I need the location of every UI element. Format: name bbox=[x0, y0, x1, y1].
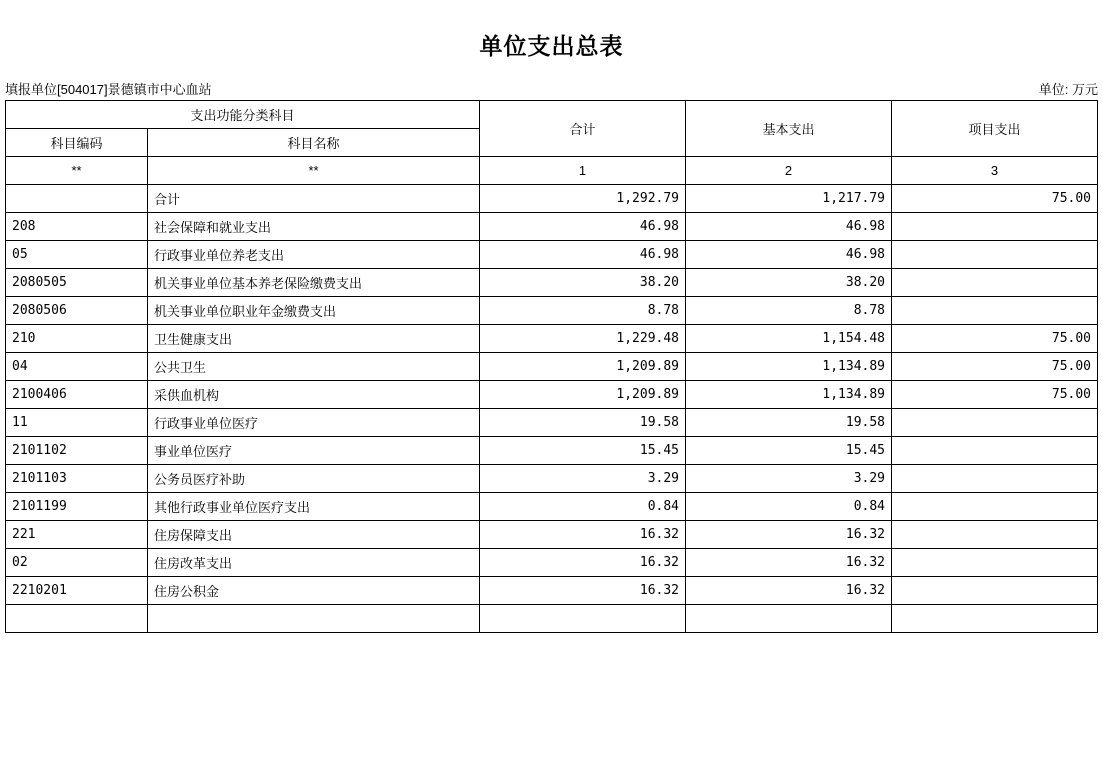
table-row bbox=[6, 353, 1098, 381]
table-row bbox=[6, 493, 1098, 521]
cell-subject-name: 住房公积金 bbox=[148, 577, 480, 605]
cell-total: 16.32 bbox=[480, 549, 686, 577]
cell-basic: 16.32 bbox=[686, 549, 892, 577]
cell-subject-name: 住房改革支出 bbox=[148, 549, 480, 577]
cell-total: 3.29 bbox=[480, 465, 686, 493]
cell-project bbox=[892, 297, 1098, 325]
document-page bbox=[0, 28, 1103, 774]
header-total: 合计 bbox=[480, 101, 686, 157]
cell-basic: 0.84 bbox=[686, 493, 892, 521]
table-row bbox=[6, 521, 1098, 549]
cell-subject-code: 2080506 bbox=[6, 297, 148, 325]
cell-project: 75.00 bbox=[892, 353, 1098, 381]
cell-total bbox=[480, 605, 686, 633]
cell-subject-code: 2080505 bbox=[6, 269, 148, 297]
meta-row bbox=[0, 79, 1103, 100]
table-header-row-1 bbox=[6, 101, 1098, 129]
table-row bbox=[6, 465, 1098, 493]
cell-subject-name: 行政事业单位养老支出 bbox=[148, 241, 480, 269]
cell-basic: 38.20 bbox=[686, 269, 892, 297]
cell-subject-code: 04 bbox=[6, 353, 148, 381]
cell-subject-code: 02 bbox=[6, 549, 148, 577]
cell-subject-name: 行政事业单位医疗 bbox=[148, 409, 480, 437]
cell-basic: 3.29 bbox=[686, 465, 892, 493]
cell-total: 15.45 bbox=[480, 437, 686, 465]
cell-subject-name: 合计 bbox=[148, 185, 480, 213]
table-row bbox=[6, 269, 1098, 297]
cell-subject-code: 05 bbox=[6, 241, 148, 269]
cell-project bbox=[892, 409, 1098, 437]
header-project-expenditure: 项目支出 bbox=[892, 101, 1098, 157]
cell-subject-name: 事业单位医疗 bbox=[148, 437, 480, 465]
cell-basic bbox=[686, 605, 892, 633]
cell-project bbox=[892, 269, 1098, 297]
cell-subject-code bbox=[6, 605, 148, 633]
cell-subject-name: 机关事业单位基本养老保险缴费支出 bbox=[148, 269, 480, 297]
cell-project bbox=[892, 577, 1098, 605]
header-basic-expenditure: 基本支出 bbox=[686, 101, 892, 157]
cell-subject-code: 11 bbox=[6, 409, 148, 437]
cell-basic: 16.32 bbox=[686, 521, 892, 549]
cell-subject-code: 2210201 bbox=[6, 577, 148, 605]
colnum-project: 3 bbox=[892, 157, 1098, 185]
cell-project bbox=[892, 437, 1098, 465]
table-row bbox=[6, 409, 1098, 437]
cell-basic: 1,134.89 bbox=[686, 353, 892, 381]
cell-subject-code: 210 bbox=[6, 325, 148, 353]
cell-basic: 8.78 bbox=[686, 297, 892, 325]
cell-basic: 46.98 bbox=[686, 213, 892, 241]
cell-subject-code: 2101102 bbox=[6, 437, 148, 465]
cell-total: 46.98 bbox=[480, 213, 686, 241]
cell-subject-name: 机关事业单位职业年金缴费支出 bbox=[148, 297, 480, 325]
header-group-category: 支出功能分类科目 bbox=[6, 101, 480, 129]
cell-total: 16.32 bbox=[480, 521, 686, 549]
cell-basic: 16.32 bbox=[686, 577, 892, 605]
cell-project bbox=[892, 493, 1098, 521]
cell-basic: 1,217.79 bbox=[686, 185, 892, 213]
cell-subject-code: 2100406 bbox=[6, 381, 148, 409]
colnum-subject-name: ** bbox=[148, 157, 480, 185]
cell-subject-code bbox=[6, 185, 148, 213]
cell-project bbox=[892, 465, 1098, 493]
cell-subject-name bbox=[148, 605, 480, 633]
cell-project: 75.00 bbox=[892, 185, 1098, 213]
cell-project: 75.00 bbox=[892, 381, 1098, 409]
cell-total: 1,209.89 bbox=[480, 381, 686, 409]
cell-project bbox=[892, 549, 1098, 577]
cell-total: 16.32 bbox=[480, 577, 686, 605]
cell-total: 19.58 bbox=[480, 409, 686, 437]
header-subject-name: 科目名称 bbox=[148, 129, 480, 157]
table-row bbox=[6, 549, 1098, 577]
cell-subject-code: 2101199 bbox=[6, 493, 148, 521]
cell-subject-name: 其他行政事业单位医疗支出 bbox=[148, 493, 480, 521]
table-row bbox=[6, 437, 1098, 465]
cell-total: 1,292.79 bbox=[480, 185, 686, 213]
table-row bbox=[6, 297, 1098, 325]
cell-subject-name: 公务员医疗补助 bbox=[148, 465, 480, 493]
colnum-subject-code: ** bbox=[6, 157, 148, 185]
cell-subject-name: 社会保障和就业支出 bbox=[148, 213, 480, 241]
cell-project bbox=[892, 521, 1098, 549]
cell-total: 46.98 bbox=[480, 241, 686, 269]
expenditure-summary-table bbox=[5, 100, 1098, 633]
cell-basic: 1,154.48 bbox=[686, 325, 892, 353]
cell-basic: 46.98 bbox=[686, 241, 892, 269]
table-row bbox=[6, 381, 1098, 409]
colnum-total: 1 bbox=[480, 157, 686, 185]
unit-of-measure-label: 单位: 万元 bbox=[1038, 82, 1098, 97]
cell-total: 38.20 bbox=[480, 269, 686, 297]
colnum-basic: 2 bbox=[686, 157, 892, 185]
cell-subject-name: 公共卫生 bbox=[148, 353, 480, 381]
cell-subject-name: 采供血机构 bbox=[148, 381, 480, 409]
cell-subject-code: 208 bbox=[6, 213, 148, 241]
cell-subject-name: 卫生健康支出 bbox=[148, 325, 480, 353]
cell-basic: 1,134.89 bbox=[686, 381, 892, 409]
cell-subject-code: 2101103 bbox=[6, 465, 148, 493]
table-row bbox=[6, 605, 1098, 633]
cell-basic: 15.45 bbox=[686, 437, 892, 465]
table-row bbox=[6, 241, 1098, 269]
header-subject-code: 科目编码 bbox=[6, 129, 148, 157]
cell-basic: 19.58 bbox=[686, 409, 892, 437]
cell-project bbox=[892, 605, 1098, 633]
table-row bbox=[6, 577, 1098, 605]
reporting-unit-label: 填报单位[504017]景德镇市中心血站 bbox=[5, 82, 212, 97]
table-body bbox=[6, 185, 1098, 633]
table-row bbox=[6, 213, 1098, 241]
cell-project bbox=[892, 241, 1098, 269]
cell-total: 1,209.89 bbox=[480, 353, 686, 381]
page-title: 单位支出总表 bbox=[479, 34, 624, 60]
cell-subject-name: 住房保障支出 bbox=[148, 521, 480, 549]
cell-total: 8.78 bbox=[480, 297, 686, 325]
cell-total: 0.84 bbox=[480, 493, 686, 521]
cell-subject-code: 221 bbox=[6, 521, 148, 549]
cell-project: 75.00 bbox=[892, 325, 1098, 353]
table-row bbox=[6, 185, 1098, 213]
cell-total: 1,229.48 bbox=[480, 325, 686, 353]
table-row bbox=[6, 325, 1098, 353]
table-header-row-numbering bbox=[6, 157, 1098, 185]
cell-project bbox=[892, 213, 1098, 241]
